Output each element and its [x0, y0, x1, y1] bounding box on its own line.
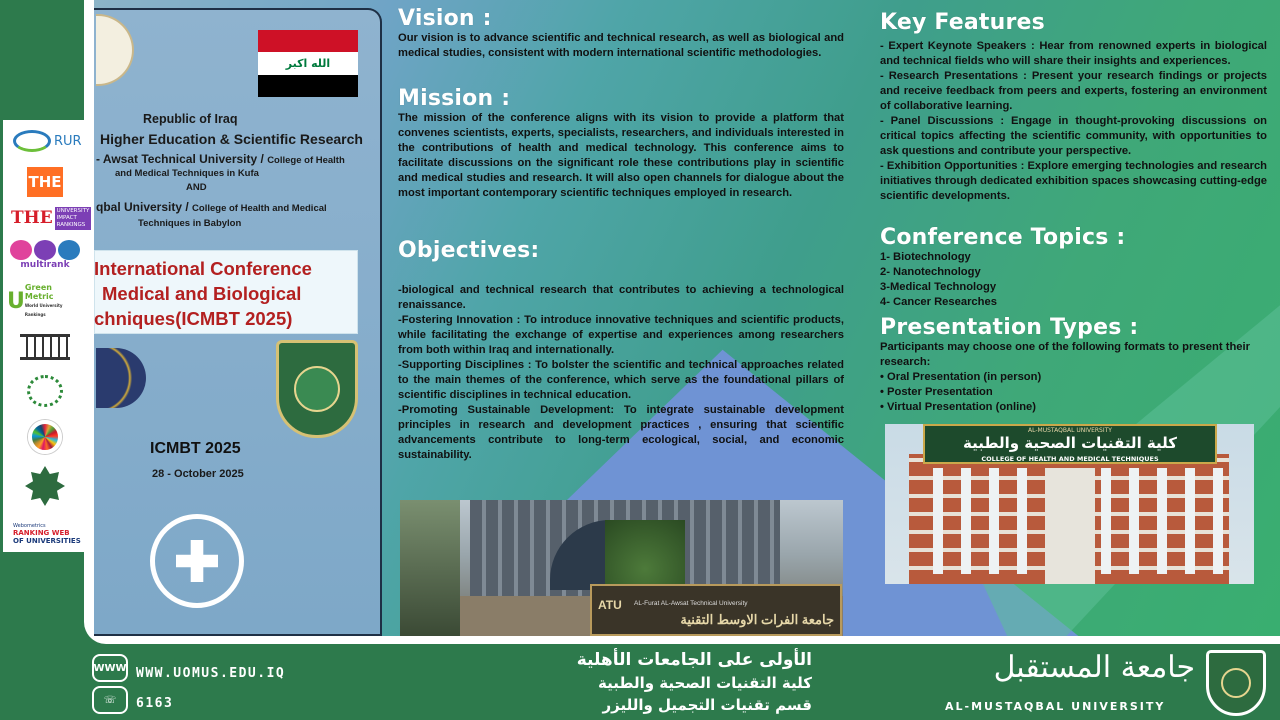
ministry-label: Higher Education & Scientific Research [100, 131, 363, 147]
college-building-photo [885, 424, 1254, 584]
vision-section [398, 6, 844, 61]
mission-section [398, 86, 844, 201]
topic-item: 2- Nanotechnology [880, 266, 981, 278]
atu-sign-sub: AL-Furat AL-Awsat Technical University [634, 600, 748, 607]
greenmetric-logo: U Green Metric World University Rankings [7, 283, 63, 317]
mission-text: The mission of the conference aligns with its vision to provide a platform that convenes scientists, experts, specialists, researchers, and individuals interested in the contributions of health and medical technology. This conference aims to facilitate discussions on the significant role these contributions play in scientific and medical studies and research. It will also open channels for dialogue about the most important contemporary scientific techniques employed in research. [398, 112, 844, 199]
and-label: AND [186, 182, 207, 193]
sdg-wheel-icon [7, 418, 83, 456]
presentation-item: • Poster Presentation [880, 386, 993, 398]
university-one-label: - Awsat Technical University / College of Health [96, 152, 345, 166]
footer-brand-english: AL-MUSTAQBAL UNIVERSITY [945, 700, 1166, 713]
feature-item: - Expert Keynote Speakers : Hear from renowned experts in biological and technical fields who will share their insights and experiences. [880, 40, 1267, 67]
feature-item: - Panel Discussions : Engage in thought-provoking discussions on critical topics affecting the scientific community, with opportunities to ask questions and contribute your perspective. [880, 115, 1267, 157]
objective-item: -Fostering Innovation : To introduce innovative techniques and scientific products, while facilitating the exchange of expertise and experiences among researchers from both within Iraq and internationally. [398, 314, 844, 356]
footer-brand-arabic: جامعة المستقبل [993, 650, 1195, 685]
phone-icon: ☏ [92, 686, 128, 714]
topics-heading: Conference Topics : [880, 225, 1126, 250]
topic-item: 1- Biotechnology [880, 251, 971, 263]
atu-sign-main: ATU [598, 598, 622, 612]
building-sign-english: COLLEGE OF HEALTH AND MEDICAL TECHNIQUES [981, 455, 1159, 463]
objective-item: -Supporting Disciplines : To bolster the scientific and technical approaches related to the main themes of the conference, which serve as the foundational pillars of scientific disciplines in technical education. [398, 359, 844, 401]
phone-number[interactable]: 6163 [136, 696, 174, 711]
presentation-item: • Oral Presentation (in person) [880, 371, 1042, 383]
atu-sign-arabic: جامعة الفرات الاوسط التقنية [680, 612, 834, 627]
university-shield-icon [1206, 650, 1266, 716]
the-logo: THE [7, 166, 83, 198]
rankings-sidebar [3, 120, 90, 552]
objectives-section [398, 238, 844, 463]
the-impact-logo: THE UNIVERSITY IMPACT RANKINGS [11, 207, 90, 228]
objective-item: -biological and technical research that contributes to achieving a technological renaissance. [398, 284, 844, 311]
objectives-heading: Objectives: [398, 238, 540, 263]
globe-icon: WWW [92, 654, 128, 682]
iraq-flag-icon: الله اكبر [258, 30, 358, 97]
multirank-logo: multirank [7, 238, 83, 272]
building-sign-arabic: كلية التقنيات الصحية والطبية [962, 434, 1177, 452]
university-two-label: qbal University / College of Health and Medical [96, 200, 327, 214]
icmbt-acronym: ICMBT 2025 [150, 440, 241, 457]
footer-arabic-line1: الأولى على الجامعات الأهلية [576, 650, 812, 670]
presentation-item: • Virtual Presentation (online) [880, 401, 1037, 413]
footer-arabic-line2: كلية التقنيات الصحية والطبية [597, 674, 812, 692]
topics-section [880, 225, 1267, 310]
presentation-section [880, 315, 1267, 415]
university-one-college: and Medical Techniques in Kufa [115, 168, 259, 179]
presentation-heading: Presentation Types : [880, 315, 1139, 340]
key-features-heading: Key Features [880, 10, 1045, 35]
feature-item: - Research Presentations : Present your research findings or projects and receive feedback from peers and experts, fostering an environment of collaborative learning. [880, 70, 1267, 112]
key-features-section [880, 10, 1267, 204]
presentation-intro: Participants may choose one of the following formats to present their research: [880, 341, 1250, 368]
vision-heading: Vision : [398, 6, 492, 31]
topic-item: 3-Medical Technology [880, 281, 997, 293]
college-shield-icon [276, 340, 358, 438]
classical-building-icon [7, 332, 83, 362]
university-two-college: Techniques in Babylon [138, 218, 242, 229]
medical-logo-icon [150, 514, 244, 608]
atu-campus-photo [400, 500, 843, 636]
footer-bar [0, 644, 1280, 720]
topic-item: 4- Cancer Researches [880, 296, 997, 308]
website-link[interactable]: WWW.UOMUS.EDU.IQ [136, 666, 286, 681]
objective-item: -Promoting Sustainable Development: To integrate sustainable development principles in research and development practices , ensuring that scientific advancements contribute to long-term ecological, social, and economic sustainability. [398, 404, 844, 461]
vision-text: Our vision is to advance scientific and technical research, as well as biological and medical studies, consistent with modern international scientific methodologies. [398, 32, 844, 59]
conference-date: 28 - October 2025 [152, 468, 244, 480]
mission-heading: Mission : [398, 86, 511, 111]
arab-engineers-logo-icon [7, 462, 83, 510]
laurel-logo-icon [7, 372, 83, 410]
webometrics-logo: Webometrics RANKING WEB OF UNIVERSITIES [13, 523, 81, 545]
rur-logo: RUR [7, 124, 83, 158]
feature-item: - Exhibition Opportunities : Explore emerging technologies and research initiatives through dedicated exhibition spaces showcasing cutting-edge scientific developments. [880, 160, 1267, 202]
conference-title: International Conference Medical and Biological chniques(ICMBT 2025) [94, 258, 312, 329]
footer-arabic-line3: قسم تقنيات التجميل والليزر [602, 696, 812, 714]
building-sign-top: AL-MUSTAQBAL UNIVERSITY [1028, 427, 1112, 434]
country-label: Republic of Iraq [143, 112, 238, 126]
